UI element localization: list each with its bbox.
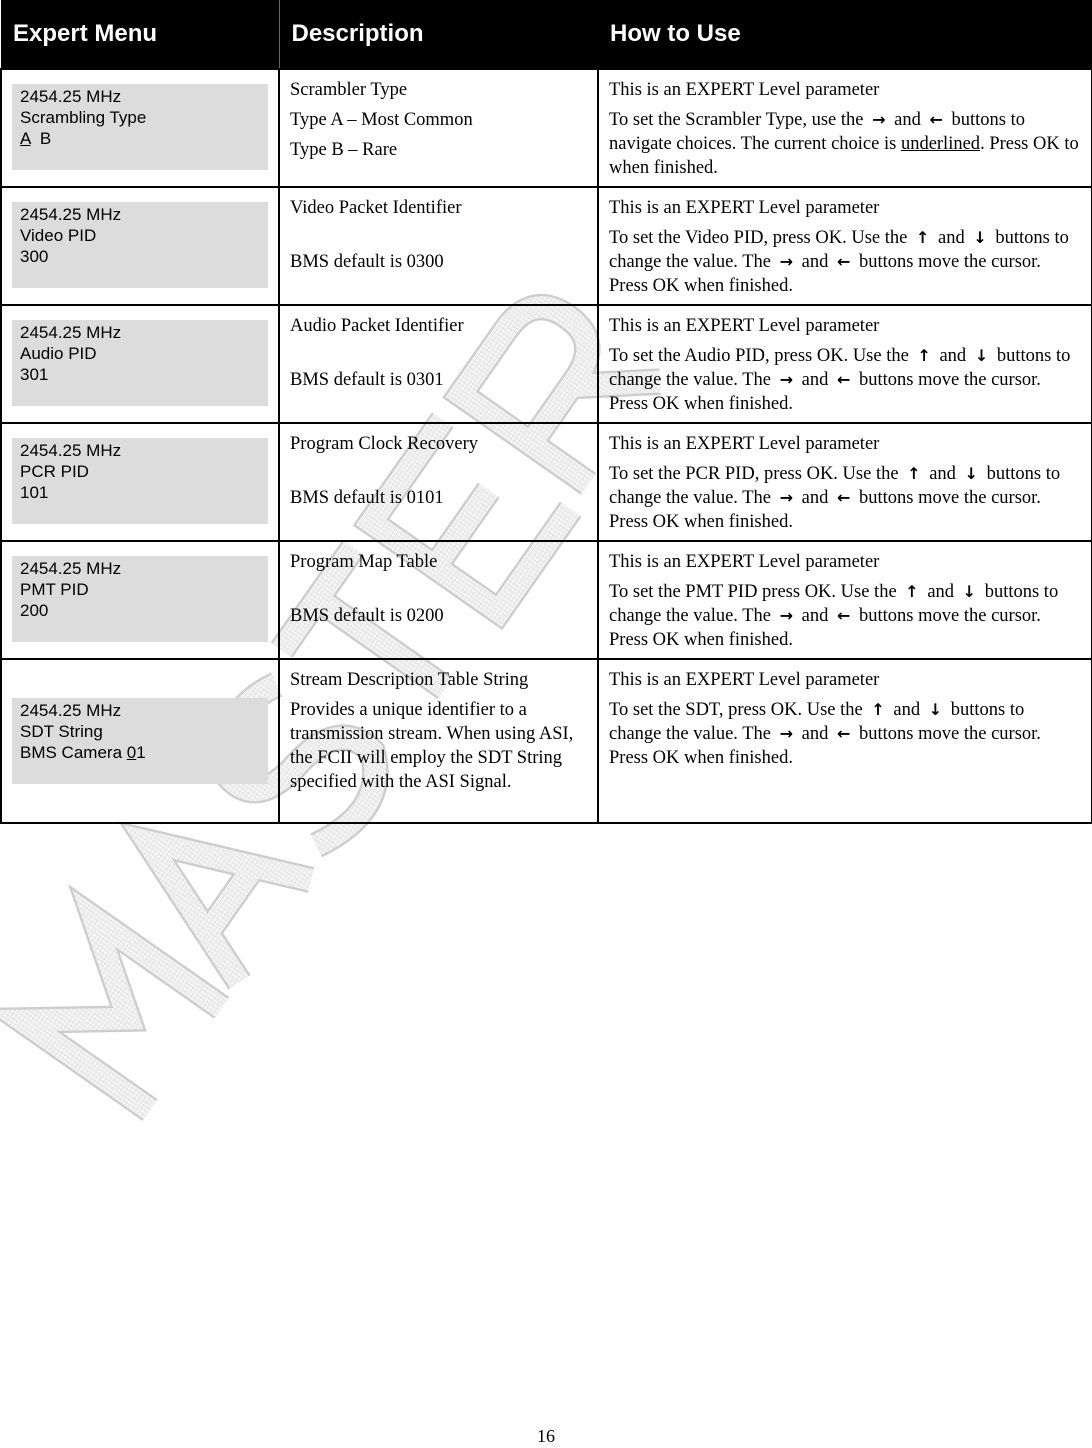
description-title: Program Map Table: [290, 552, 438, 572]
how-to-title: This is an EXPERT Level parameter: [609, 80, 880, 100]
instruction-text: and: [797, 252, 833, 272]
instruction-text: To set the Audio PID, press OK. Use the: [609, 346, 914, 366]
instruction-text: underlined: [900, 134, 981, 154]
how-to-use-cell: [598, 187, 1092, 305]
up-arrow-icon: ↑: [917, 346, 931, 365]
expert-menu-cell: [1, 423, 279, 541]
left-arrow-icon: ←: [836, 724, 851, 743]
lcd-line: PCR PID: [20, 462, 89, 481]
lcd-cursor: 0: [126, 743, 137, 762]
description-cell: [279, 423, 598, 541]
lcd-line: 2454.25 MHz: [20, 441, 122, 460]
instruction-text: buttons move the cursor. Press OK when finished.: [609, 370, 1041, 414]
lcd-line: 2454.25 MHz: [20, 205, 122, 224]
description-text: Type B – Rare: [290, 140, 398, 160]
down-arrow-icon: ↓: [973, 228, 987, 247]
how-to-use-cell: [598, 69, 1092, 187]
table-row: [1, 187, 1092, 305]
lcd-display: [12, 556, 268, 642]
description-text: BMS default is 0200: [290, 606, 444, 626]
lcd-display: [12, 320, 268, 406]
how-to-use-cell: [598, 423, 1092, 541]
right-arrow-icon: →: [872, 110, 886, 129]
instruction-text: buttons to change the value. The: [609, 464, 1061, 508]
lcd-line: 2454.25 MHz: [20, 87, 122, 106]
instruction-text: and: [797, 606, 833, 626]
lcd-display: [12, 84, 268, 170]
how-to-instructions: [609, 580, 1081, 652]
up-arrow-icon: ↑: [907, 464, 921, 483]
lcd-line: 200: [20, 601, 49, 620]
right-arrow-icon: →: [779, 488, 794, 507]
up-arrow-icon: ↑: [905, 582, 919, 601]
right-arrow-icon: →: [779, 606, 794, 625]
down-arrow-icon: ↓: [974, 346, 989, 365]
how-to-use-cell: [598, 659, 1092, 823]
lcd-line: Video PID: [20, 226, 97, 245]
instruction-text: buttons to change the value. The: [609, 346, 1071, 390]
description-cell: [279, 305, 598, 423]
instruction-text: buttons move the cursor. Press OK when finished.: [609, 488, 1041, 532]
instruction-text: To set the SDT, press OK. Use the: [609, 700, 868, 720]
lcd-line: SDT String: [20, 722, 103, 741]
description-text: BMS default is 0101: [290, 488, 444, 508]
description-text: BMS default is 0300: [290, 252, 444, 272]
how-to-title: This is an EXPERT Level parameter: [609, 552, 880, 572]
instruction-text: and: [889, 110, 926, 130]
description-cell: [279, 659, 598, 823]
table-row: [1, 423, 1092, 541]
instruction-text: buttons move the cursor. Press OK when finished.: [609, 724, 1041, 768]
lcd-line: 101: [20, 483, 49, 502]
how-to-title: This is an EXPERT Level parameter: [609, 434, 880, 454]
description-cell: [279, 187, 598, 305]
header-expert-menu: Expert Menu: [1, 0, 279, 69]
left-arrow-icon: ←: [836, 252, 851, 271]
lcd-line: 300: [20, 247, 49, 266]
how-to-title: This is an EXPERT Level parameter: [609, 316, 880, 336]
instruction-text: and: [922, 582, 959, 602]
how-to-title: This is an EXPERT Level parameter: [609, 670, 880, 690]
expert-menu-cell: [1, 69, 279, 187]
right-arrow-icon: →: [779, 252, 794, 271]
lcd-line: 301: [20, 365, 49, 384]
how-to-title: This is an EXPERT Level parameter: [609, 198, 880, 218]
description-title: Video Packet Identifier: [290, 198, 462, 218]
instruction-text: buttons to change the value. The: [609, 228, 1069, 272]
down-arrow-icon: ↓: [964, 464, 978, 483]
how-to-instructions: [609, 462, 1081, 534]
right-arrow-icon: →: [779, 370, 794, 389]
description-title: Audio Packet Identifier: [290, 316, 464, 336]
description-cell: [279, 541, 598, 659]
how-to-use-cell: [598, 305, 1092, 423]
description-text: BMS default is 0301: [290, 370, 444, 390]
lcd-line: Audio PID: [20, 344, 97, 363]
lcd-line: PMT PID: [20, 580, 89, 599]
description-title: Program Clock Recovery: [290, 434, 479, 454]
table-row: [1, 541, 1092, 659]
description-title: Scrambler Type: [290, 80, 408, 100]
instruction-text: and: [888, 700, 925, 720]
right-arrow-icon: →: [779, 724, 794, 743]
lcd-line: 2454.25 MHz: [20, 701, 122, 720]
description-text: Provides a unique identifier to a transmission stream. When using ASI, the FCII will employ the SDT String specified with the ASI Signal.: [290, 700, 574, 792]
instruction-text: buttons to change the value. The: [609, 700, 1025, 744]
how-to-instructions: [609, 698, 1081, 770]
page-number: 16: [537, 1426, 555, 1446]
expert-menu-cell: [1, 187, 279, 305]
instruction-text: and: [934, 346, 971, 366]
description-cell: [279, 69, 598, 187]
instruction-text: buttons move the cursor. Press OK when finished.: [609, 606, 1041, 650]
watermark-letter-m: [22, 918, 221, 1110]
instruction-text: To set the PMT PID press OK. Use the: [609, 582, 902, 602]
lcd-cursor: A: [20, 129, 31, 148]
left-arrow-icon: ←: [929, 110, 943, 129]
instruction-text: buttons to change the value. The: [609, 582, 1059, 626]
left-arrow-icon: ←: [836, 370, 851, 389]
left-arrow-icon: ←: [836, 606, 851, 625]
instruction-text: buttons move the cursor. Press OK when finished.: [609, 252, 1041, 296]
header-description: Description: [279, 0, 598, 69]
table-row: [1, 659, 1092, 823]
instruction-text: To set the Video PID, press OK. Use the: [609, 228, 912, 248]
lcd-line: 2454.25 MHz: [20, 559, 122, 578]
how-to-instructions: [609, 108, 1081, 180]
lcd-display: [12, 438, 268, 524]
instruction-text: and: [797, 724, 833, 744]
how-to-use-cell: [598, 541, 1092, 659]
instruction-text: To set the PCR PID, press OK. Use the: [609, 464, 904, 484]
table-row: [1, 305, 1092, 423]
table-row: [1, 69, 1092, 187]
lcd-display: [12, 202, 268, 288]
how-to-instructions: [609, 226, 1081, 298]
expert-menu-cell: [1, 659, 279, 823]
lcd-line: 2454.25 MHz: [20, 323, 122, 342]
lcd-display: [12, 698, 268, 784]
left-arrow-icon: ←: [836, 488, 851, 507]
instruction-text: and: [797, 488, 833, 508]
down-arrow-icon: ↓: [962, 582, 977, 601]
instruction-text: and: [797, 370, 833, 390]
description-text: Type A – Most Common: [290, 110, 473, 130]
down-arrow-icon: ↓: [928, 700, 943, 719]
expert-menu-cell: [1, 305, 279, 423]
up-arrow-icon: ↑: [871, 700, 885, 719]
instruction-text: To set the Scrambler Type, use the: [609, 110, 869, 130]
instruction-text: and: [933, 228, 970, 248]
description-title: Stream Description Table String: [290, 670, 529, 690]
instruction-text: . Press OK to when finished.: [609, 134, 1079, 178]
lcd-line: Scrambling Type: [20, 108, 147, 127]
lcd-line: A B: [20, 129, 52, 148]
instruction-text: buttons to navigate choices. The current choice is: [609, 110, 1025, 154]
how-to-instructions: [609, 344, 1081, 416]
up-arrow-icon: ↑: [915, 228, 930, 247]
instruction-text: and: [924, 464, 961, 484]
expert-menu-cell: [1, 541, 279, 659]
header-how-to-use: How to Use: [598, 0, 1092, 69]
lcd-line: BMS Camera 01: [20, 743, 146, 762]
